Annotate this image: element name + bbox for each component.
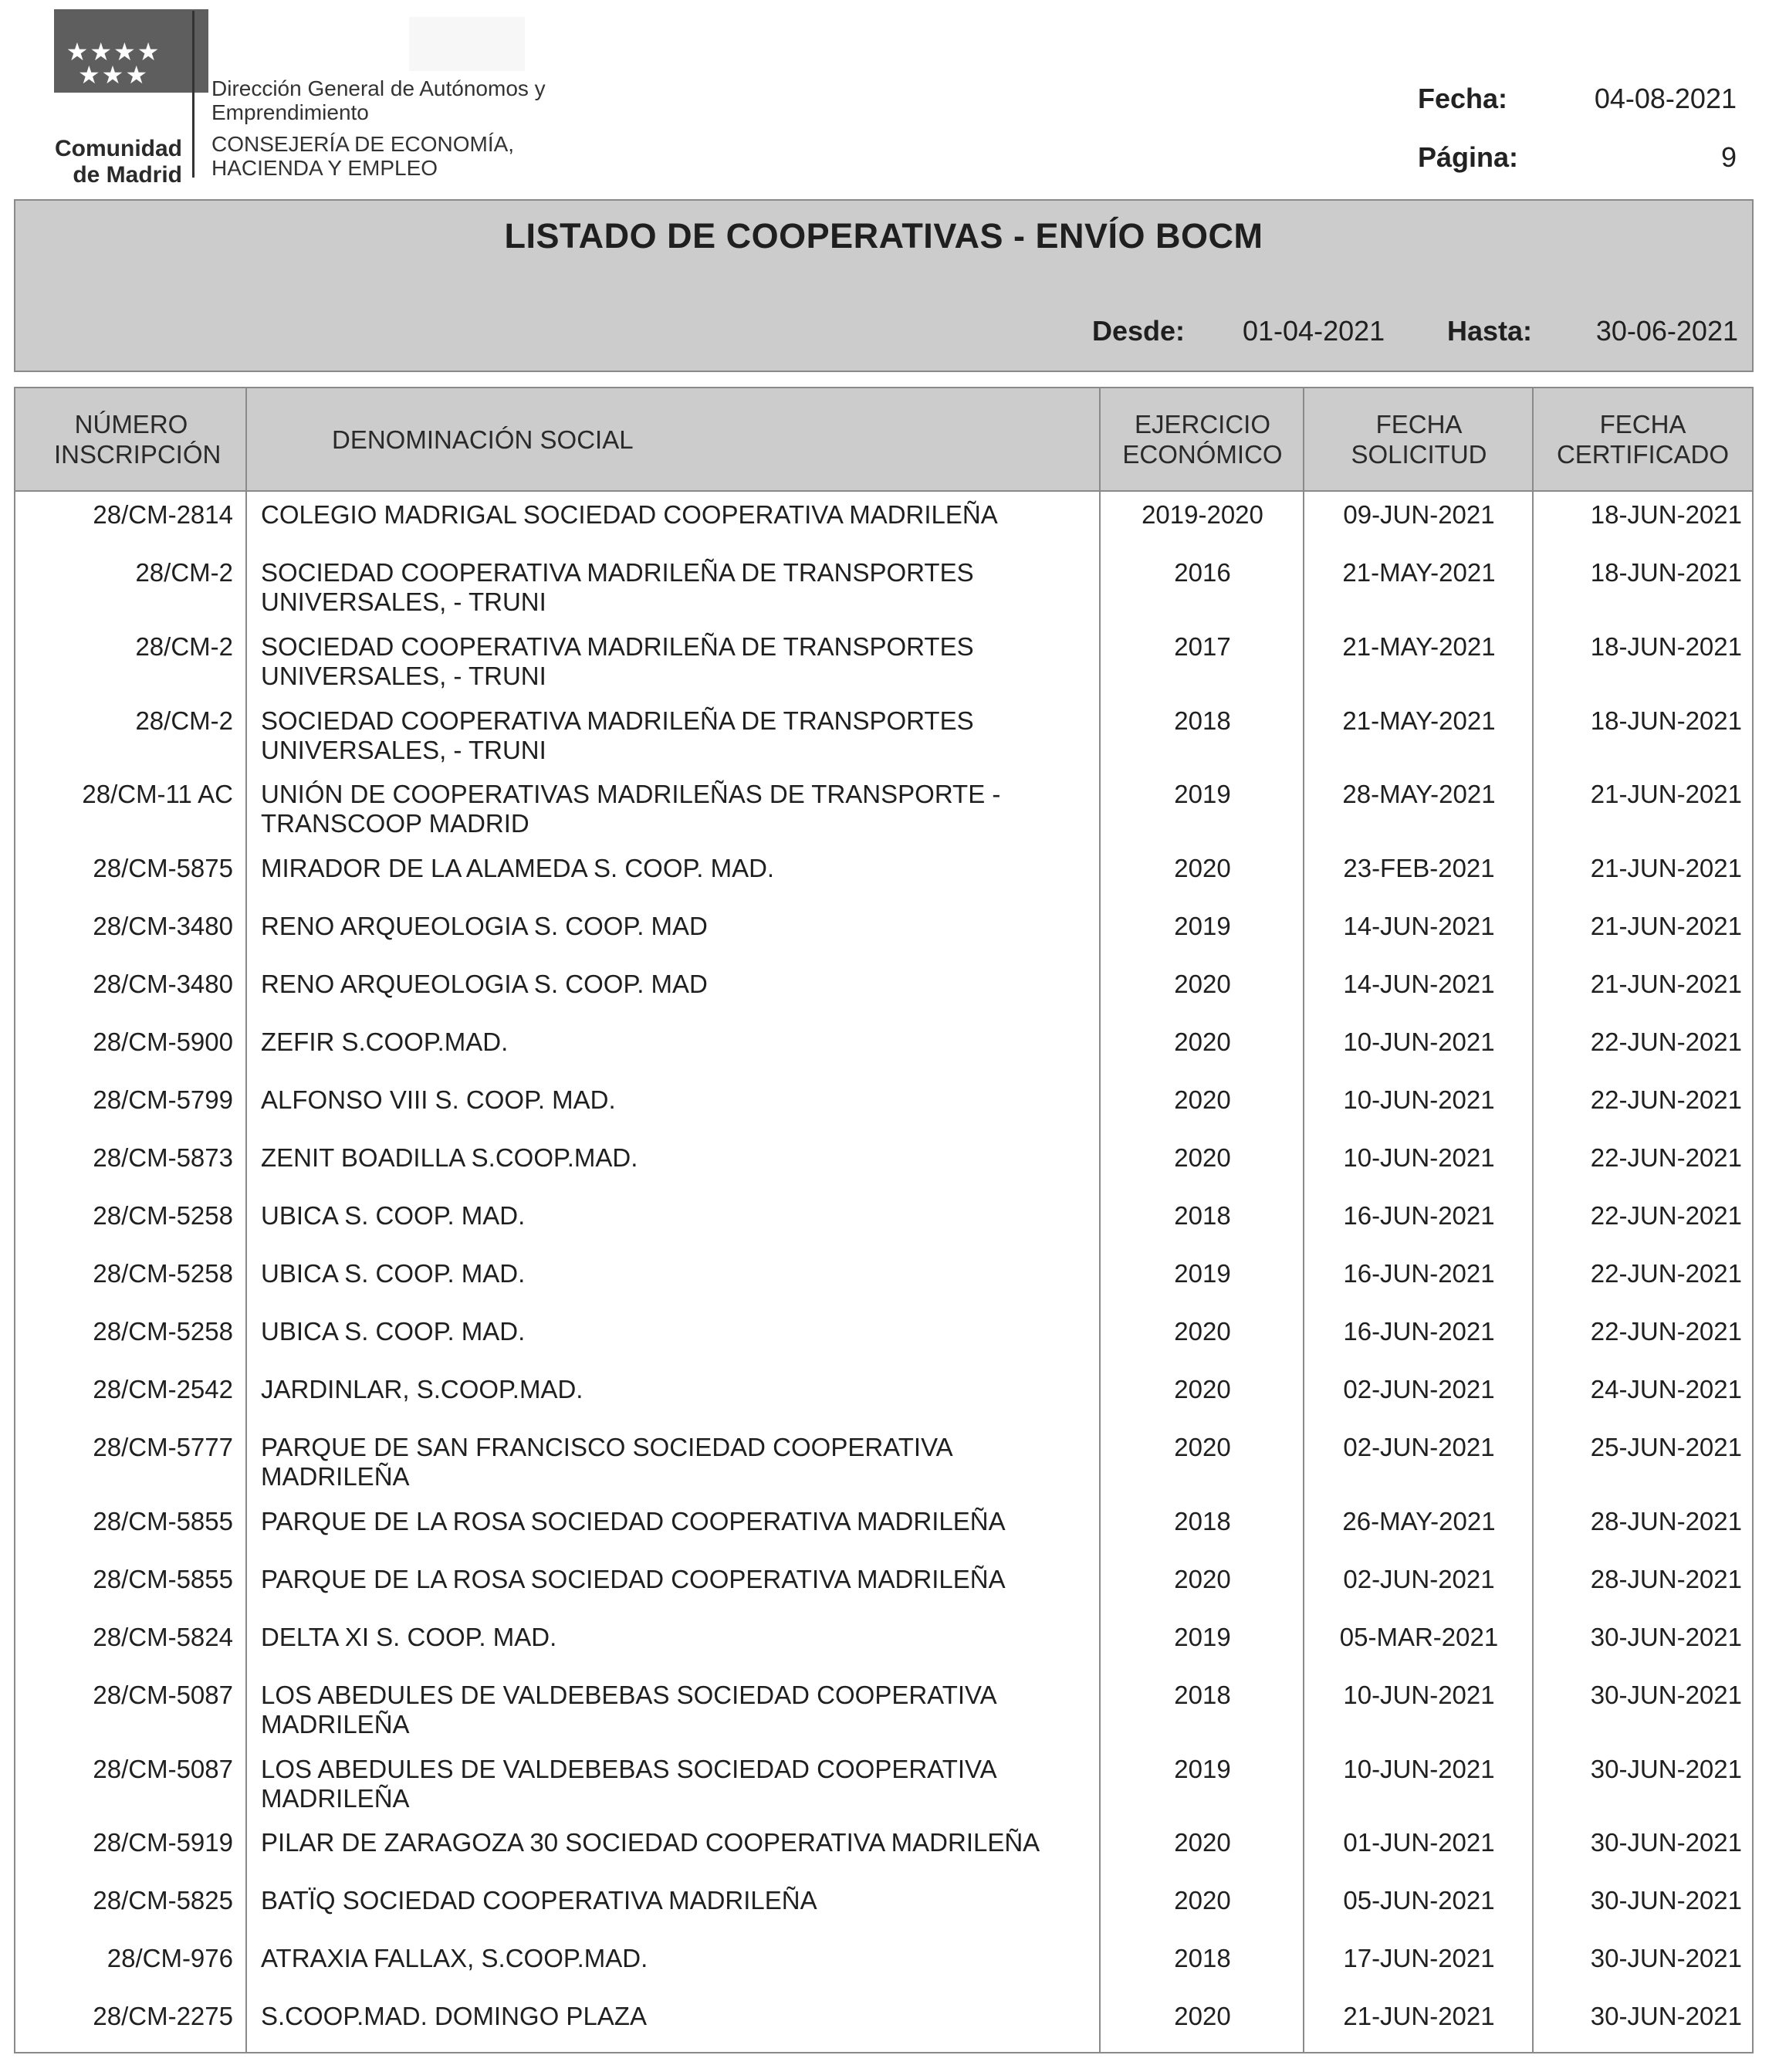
fecha-label: Fecha: (1418, 83, 1508, 114)
cell-numero: 28/CM-2542 (93, 1375, 233, 1403)
cell-numero: 28/CM-5919 (93, 1828, 233, 1857)
cell-fecha-solicitud: 16-JUN-2021 (1343, 1259, 1495, 1288)
cell-denominacion: PARQUE DE LA ROSA SOCIEDAD COOPERATIVA MADRILEÑA (261, 1565, 1006, 1593)
cell-numero: 28/CM-2275 (93, 2002, 233, 2030)
cell-numero: 28/CM-5825 (93, 1886, 233, 1915)
cell-ejercicio: 2019 (1174, 780, 1231, 808)
cell-fecha-certificado: 30-JUN-2021 (1590, 1886, 1742, 1915)
cell-numero: 28/CM-2 (135, 558, 233, 587)
cell-denominacion: JARDINLAR, S.COOP.MAD. (261, 1375, 583, 1403)
fecha-value: 04-08-2021 (1594, 83, 1737, 114)
cell-ejercicio: 2020 (1174, 970, 1231, 998)
cell-denominacion: SOCIEDAD COOPERATIVA MADRILEÑA DE TRANSPORTES UNIVERSALES, - TRUNI (261, 706, 974, 764)
cell-fecha-solicitud: 26-MAY-2021 (1342, 1507, 1496, 1535)
cell-numero: 28/CM-2 (135, 632, 233, 661)
cell-fecha-solicitud: 10-JUN-2021 (1343, 1755, 1495, 1783)
cell-denominacion: UBICA S. COOP. MAD. (261, 1259, 526, 1288)
cell-denominacion: PILAR DE ZARAGOZA 30 SOCIEDAD COOPERATIVA MADRILEÑA (261, 1828, 1040, 1857)
cell-denominacion: ZENIT BOADILLA S.COOP.MAD. (261, 1143, 638, 1172)
cell-numero: 28/CM-3480 (93, 912, 233, 940)
cell-denominacion: RENO ARQUEOLOGIA S. COOP. MAD (261, 970, 708, 998)
cell-ejercicio: 2018 (1174, 706, 1231, 735)
page-title: LISTADO DE COOPERATIVAS - ENVÍO BOCM (504, 216, 1263, 256)
cell-fecha-solicitud: 05-MAR-2021 (1339, 1623, 1499, 1651)
cell-fecha-certificado: 18-JUN-2021 (1590, 706, 1742, 735)
cell-numero: 28/CM-5799 (93, 1085, 233, 1114)
cell-numero: 28/CM-5777 (93, 1433, 233, 1461)
cell-fecha-solicitud: 01-JUN-2021 (1343, 1828, 1495, 1857)
cell-numero: 28/CM-5258 (93, 1317, 233, 1346)
cell-fecha-solicitud: 21-MAY-2021 (1342, 632, 1496, 661)
cell-fecha-certificado: 22-JUN-2021 (1590, 1201, 1742, 1230)
column-header-fecha-certificado: FECHA CERTIFICADO (1556, 410, 1730, 469)
cell-numero: 28/CM-11 AC (82, 780, 233, 808)
cell-fecha-certificado: 18-JUN-2021 (1590, 558, 1742, 587)
cell-denominacion: LOS ABEDULES DE VALDEBEBAS SOCIEDAD COOPERATIVA MADRILEÑA (261, 1681, 996, 1739)
cell-numero: 28/CM-5875 (93, 854, 233, 882)
cell-ejercicio: 2019-2020 (1142, 500, 1263, 529)
desde-value: 01-04-2021 (1243, 315, 1385, 347)
cell-fecha-certificado: 22-JUN-2021 (1590, 1317, 1742, 1346)
table-header (14, 387, 1754, 492)
cell-ejercicio: 2020 (1174, 1828, 1231, 1857)
hasta-value: 30-06-2021 (1595, 315, 1738, 347)
cell-numero: 28/CM-5855 (93, 1565, 233, 1593)
cell-ejercicio: 2018 (1174, 1681, 1231, 1709)
cell-numero: 28/CM-5087 (93, 1681, 233, 1709)
logo-divider (192, 11, 194, 178)
cell-ejercicio: 2019 (1174, 1623, 1231, 1651)
cell-fecha-solicitud: 02-JUN-2021 (1343, 1375, 1495, 1403)
column-header-numero: NÚMERO INSCRIPCIÓN (54, 410, 222, 469)
cell-ejercicio: 2020 (1174, 1028, 1231, 1056)
cell-fecha-certificado: 22-JUN-2021 (1590, 1143, 1742, 1172)
desde-label: Desde: (1092, 315, 1186, 347)
cell-ejercicio: 2018 (1174, 1944, 1231, 1972)
cell-numero: 28/CM-2 (135, 706, 233, 735)
cell-denominacion: ALFONSO VIII S. COOP. MAD. (261, 1085, 616, 1114)
cell-denominacion: ATRAXIA FALLAX, S.COOP.MAD. (261, 1944, 648, 1972)
cell-ejercicio: 2019 (1174, 1755, 1231, 1783)
cell-fecha-solicitud: 02-JUN-2021 (1343, 1433, 1495, 1461)
cell-fecha-certificado: 30-JUN-2021 (1590, 2002, 1742, 2030)
cell-denominacion: BATÏQ SOCIEDAD COOPERATIVA MADRILEÑA (261, 1886, 817, 1915)
cell-fecha-solicitud: 10-JUN-2021 (1343, 1028, 1495, 1056)
stars-logo-icon: ★★★★ ★★★ (66, 38, 161, 89)
cell-numero: 28/CM-5258 (93, 1259, 233, 1288)
cell-ejercicio: 2019 (1174, 912, 1231, 940)
cell-numero: 28/CM-5873 (93, 1143, 233, 1172)
cell-numero: 28/CM-3480 (93, 970, 233, 998)
cell-fecha-solicitud: 10-JUN-2021 (1343, 1143, 1495, 1172)
cell-numero: 28/CM-5258 (93, 1201, 233, 1230)
cell-fecha-solicitud: 10-JUN-2021 (1343, 1085, 1495, 1114)
cell-fecha-certificado: 30-JUN-2021 (1590, 1755, 1742, 1783)
cell-fecha-solicitud: 02-JUN-2021 (1343, 1565, 1495, 1593)
cell-ejercicio: 2020 (1174, 2002, 1231, 2030)
cell-fecha-certificado: 28-JUN-2021 (1590, 1565, 1742, 1593)
cell-fecha-certificado: 30-JUN-2021 (1590, 1623, 1742, 1651)
cell-fecha-solicitud: 28-MAY-2021 (1342, 780, 1496, 808)
cell-fecha-solicitud: 09-JUN-2021 (1343, 500, 1495, 529)
cell-fecha-solicitud: 14-JUN-2021 (1343, 970, 1495, 998)
cell-ejercicio: 2020 (1174, 1433, 1231, 1461)
cell-denominacion: UBICA S. COOP. MAD. (261, 1317, 526, 1346)
logo-background-patch (409, 17, 525, 71)
region-name: Comunidad de Madrid (55, 136, 182, 188)
column-header-fecha-solicitud: FECHA SOLICITUD (1351, 410, 1487, 469)
cell-fecha-certificado: 25-JUN-2021 (1590, 1433, 1742, 1461)
title-banner (14, 199, 1754, 372)
cell-ejercicio: 2016 (1174, 558, 1231, 587)
pagina-value: 9 (1720, 141, 1737, 173)
pagina-label: Página: (1418, 141, 1519, 173)
org-department: Dirección General de Autónomos y Emprendimiento (211, 76, 546, 124)
cell-denominacion: LOS ABEDULES DE VALDEBEBAS SOCIEDAD COOPERATIVA MADRILEÑA (261, 1755, 996, 1813)
cell-denominacion: SOCIEDAD COOPERATIVA MADRILEÑA DE TRANSPORTES UNIVERSALES, - TRUNI (261, 632, 974, 690)
cell-fecha-solicitud: 17-JUN-2021 (1343, 1944, 1495, 1972)
column-header-ejercicio: EJERCICIO ECONÓMICO (1122, 410, 1283, 469)
cell-numero: 28/CM-2814 (93, 500, 233, 529)
cell-fecha-solicitud: 16-JUN-2021 (1343, 1317, 1495, 1346)
cell-fecha-certificado: 21-JUN-2021 (1590, 854, 1742, 882)
cell-numero: 28/CM-976 (107, 1944, 233, 1972)
cell-denominacion: PARQUE DE SAN FRANCISCO SOCIEDAD COOPERATIVA MADRILEÑA (261, 1433, 952, 1491)
table-body (14, 489, 1754, 2053)
cell-ejercicio: 2017 (1174, 632, 1231, 661)
cell-fecha-solicitud: 10-JUN-2021 (1343, 1681, 1495, 1709)
cell-fecha-certificado: 21-JUN-2021 (1590, 912, 1742, 940)
cell-denominacion: MIRADOR DE LA ALAMEDA S. COOP. MAD. (261, 854, 775, 882)
cell-numero: 28/CM-5855 (93, 1507, 233, 1535)
cell-fecha-certificado: 21-JUN-2021 (1590, 780, 1742, 808)
cell-ejercicio: 2020 (1174, 1375, 1231, 1403)
cell-ejercicio: 2020 (1174, 1143, 1231, 1172)
cell-fecha-certificado: 22-JUN-2021 (1590, 1085, 1742, 1114)
cell-fecha-certificado: 30-JUN-2021 (1590, 1828, 1742, 1857)
cell-numero: 28/CM-5900 (93, 1028, 233, 1056)
cell-numero: 28/CM-5087 (93, 1755, 233, 1783)
cell-ejercicio: 2018 (1174, 1507, 1231, 1535)
org-ministry: CONSEJERÍA DE ECONOMÍA, HACIENDA Y EMPLEO (211, 132, 515, 180)
cell-fecha-certificado: 30-JUN-2021 (1590, 1944, 1742, 1972)
cell-denominacion: SOCIEDAD COOPERATIVA MADRILEÑA DE TRANSPORTES UNIVERSALES, - TRUNI (261, 558, 974, 616)
cell-fecha-solicitud: 14-JUN-2021 (1343, 912, 1495, 940)
cell-fecha-certificado: 22-JUN-2021 (1590, 1259, 1742, 1288)
cell-denominacion: S.COOP.MAD. DOMINGO PLAZA (261, 2002, 647, 2030)
cell-denominacion: PARQUE DE LA ROSA SOCIEDAD COOPERATIVA MADRILEÑA (261, 1507, 1006, 1535)
cell-ejercicio: 2020 (1174, 1085, 1231, 1114)
cell-fecha-solicitud: 21-MAY-2021 (1342, 706, 1496, 735)
cell-ejercicio: 2020 (1174, 854, 1231, 882)
cell-denominacion: COLEGIO MADRIGAL SOCIEDAD COOPERATIVA MADRILEÑA (261, 500, 998, 529)
cell-denominacion: DELTA XI S. COOP. MAD. (261, 1623, 557, 1651)
cell-fecha-solicitud: 21-MAY-2021 (1342, 558, 1496, 587)
cell-fecha-certificado: 18-JUN-2021 (1590, 500, 1742, 529)
cell-ejercicio: 2018 (1174, 1201, 1231, 1230)
column-header-denominacion: DENOMINACIÓN SOCIAL (332, 425, 634, 454)
cell-fecha-solicitud: 21-JUN-2021 (1343, 2002, 1495, 2030)
cell-denominacion: ZEFIR S.COOP.MAD. (261, 1028, 509, 1056)
cell-fecha-certificado: 22-JUN-2021 (1590, 1028, 1742, 1056)
cell-fecha-solicitud: 23-FEB-2021 (1343, 854, 1495, 882)
cell-ejercicio: 2020 (1174, 1565, 1231, 1593)
cell-denominacion: UBICA S. COOP. MAD. (261, 1201, 526, 1230)
cell-fecha-certificado: 21-JUN-2021 (1590, 970, 1742, 998)
cell-denominacion: UNIÓN DE COOPERATIVAS MADRILEÑAS DE TRANSPORTE - TRANSCOOP MADRID (261, 780, 1001, 838)
cell-fecha-solicitud: 05-JUN-2021 (1343, 1886, 1495, 1915)
cell-fecha-certificado: 28-JUN-2021 (1590, 1507, 1742, 1535)
cell-fecha-certificado: 30-JUN-2021 (1590, 1681, 1742, 1709)
cell-numero: 28/CM-5824 (93, 1623, 233, 1651)
cell-fecha-certificado: 24-JUN-2021 (1590, 1375, 1742, 1403)
cell-fecha-solicitud: 16-JUN-2021 (1343, 1201, 1495, 1230)
cell-denominacion: RENO ARQUEOLOGIA S. COOP. MAD (261, 912, 708, 940)
cell-ejercicio: 2019 (1174, 1259, 1231, 1288)
cell-ejercicio: 2020 (1174, 1317, 1231, 1346)
cell-ejercicio: 2020 (1174, 1886, 1231, 1915)
cell-fecha-certificado: 18-JUN-2021 (1590, 632, 1742, 661)
hasta-label: Hasta: (1447, 315, 1533, 347)
